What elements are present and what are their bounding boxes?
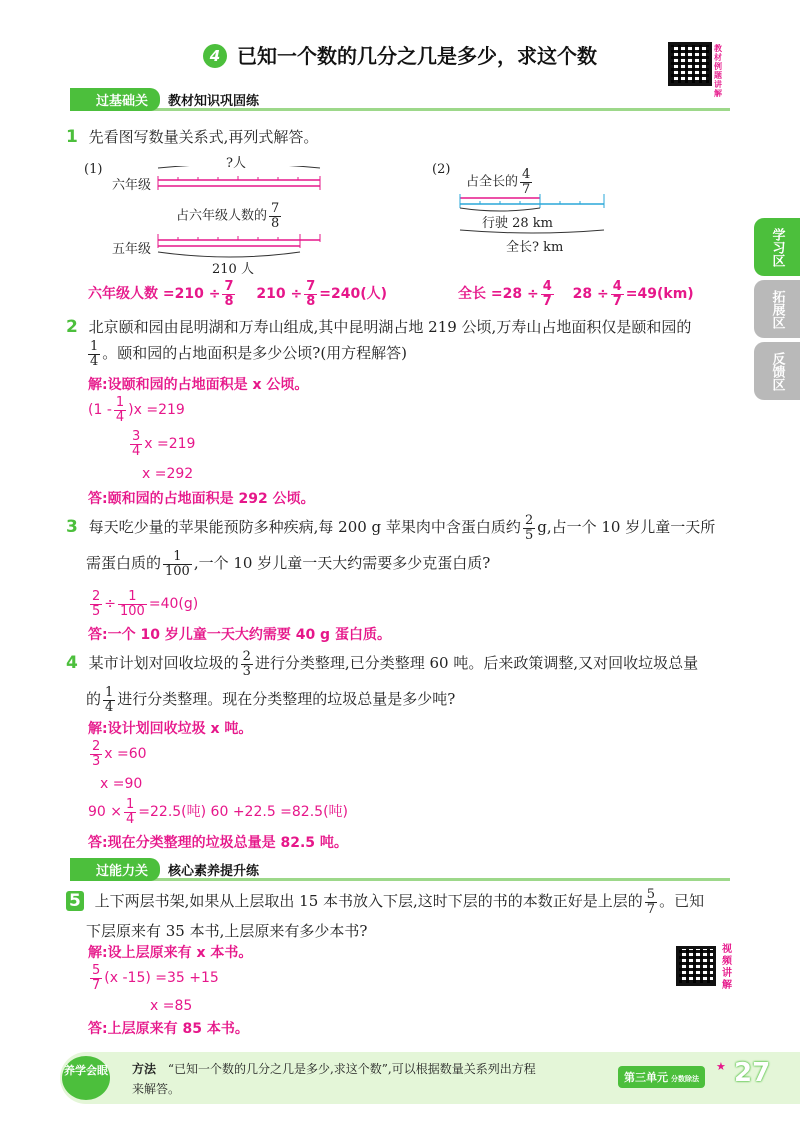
eq-frac <box>130 430 142 458</box>
side-tab-study[interactable]: 学习区 <box>754 218 800 276</box>
question-text: 进行分类整理,已分类整理 60 吨。后来政策调整,又对回收垃圾总量 <box>254 654 699 673</box>
section-tag-basic: 过基础关 <box>70 88 160 111</box>
ans-frac <box>611 280 624 308</box>
question-text: 。颐和园的占地面积是多少公顷?(用方程解答) <box>102 344 408 363</box>
footer-method <box>132 1060 536 1077</box>
solution-2-eq2 <box>128 430 195 458</box>
frac-den: 100 <box>120 603 145 619</box>
frac-num: 1 <box>163 550 192 565</box>
solution-4-calc <box>88 798 348 826</box>
question-number: 3 <box>66 517 78 538</box>
frac-den: 4 <box>132 443 141 459</box>
method-text: “已知一个数的几分之几是多少,求这个数”,可以根据数量关系列出方程 <box>167 1062 536 1076</box>
figure-1-label: (1) <box>84 162 103 177</box>
frac-num: 4 <box>612 279 622 294</box>
unit-sub: 分数除法 <box>671 1075 699 1083</box>
ans-frac <box>222 280 235 308</box>
frac-den: 7 <box>646 901 656 917</box>
unit-label: 第三单元 <box>624 1071 668 1084</box>
frac-den: 3 <box>242 663 251 679</box>
frac-num: 3 <box>132 429 141 444</box>
answer-4: 答:现在分类整理的垃圾总量是 82.5 吨。 <box>88 835 348 851</box>
question-text: 的 <box>86 690 102 709</box>
ans-result: =240(人) <box>319 286 387 303</box>
eq-text: )x =219 <box>128 402 185 419</box>
figure-1-row1-label: 六年级 <box>112 178 152 193</box>
frac-num: 1 <box>118 590 147 605</box>
frac-den: 7 <box>522 181 531 197</box>
unit-badge <box>618 1066 705 1088</box>
figure-2-mid-label: 行驶 28 km <box>482 216 554 231</box>
question-text: ,一个 10 岁儿童一天大约需要多少克蛋白质? <box>193 554 491 573</box>
answer-2: 答:颐和园的占地面积是 292 公顷。 <box>88 491 315 507</box>
ans-result: =49(km) <box>625 286 694 303</box>
calc-result: =40(g) <box>148 596 199 613</box>
eq-text: (x -15) =35 +15 <box>104 970 219 987</box>
q3-frac <box>523 514 535 542</box>
solution-2-eq1 <box>88 396 185 424</box>
frac-num: 5 <box>92 963 101 978</box>
frac-num: 2 <box>524 513 534 528</box>
qr-label: 教材例题讲解 <box>714 44 722 98</box>
side-tab-extend[interactable]: 拓展区 <box>754 280 800 338</box>
star-icon: ★ <box>716 1060 726 1073</box>
question-text: g,占一个 10 岁儿童一天所 <box>537 518 716 537</box>
question-text: 每天吃少量的苹果能预防多种疾病,每 200 g 苹果肉中含蛋白质约 <box>88 518 521 537</box>
ans-text: 全长 =28 ÷ <box>458 286 539 303</box>
question-1 <box>66 126 318 147</box>
frac-num: 7 <box>271 201 280 216</box>
solution-5-eq1 <box>88 964 219 992</box>
eq-frac <box>90 964 102 992</box>
frac-num: 1 <box>105 685 114 700</box>
answer-1-1 <box>88 280 387 308</box>
eq-frac <box>114 396 126 424</box>
figure-2-top-label <box>466 168 534 196</box>
frac-num: 1 <box>90 339 99 354</box>
ans-text: 210 ÷ <box>256 286 303 303</box>
frac-num: 5 <box>646 887 656 902</box>
frac-num: 1 <box>126 797 135 812</box>
question-number: 5 <box>66 891 84 911</box>
frac-den: 7 <box>92 977 101 993</box>
frac-den: 100 <box>165 563 190 579</box>
eq-text: x =60 <box>104 746 147 763</box>
lesson-number: 4 <box>203 44 227 68</box>
qr-label: 视频讲解 <box>722 944 732 991</box>
frac-num: 2 <box>92 589 101 604</box>
q5-frac <box>645 888 657 916</box>
figure-1-fraction <box>269 202 281 230</box>
q4-frac <box>241 650 253 678</box>
method-label: 方法 <box>132 1062 157 1076</box>
footer-method-line2: 来解答。 <box>132 1082 181 1096</box>
q3-frac <box>163 550 192 578</box>
figure-2-top-text: 占全长的 <box>466 174 519 190</box>
question-text: 某市计划对回收垃圾的 <box>88 654 239 673</box>
ans-text: 28 ÷ <box>572 286 609 303</box>
frac-den: 4 <box>105 699 114 715</box>
question-number: 4 <box>66 653 78 674</box>
figure-2-bottom-label: 全长? km <box>506 240 564 255</box>
section-bar-basic <box>70 88 730 111</box>
answer-5: 答:上层原来有 85 本书。 <box>88 1021 249 1037</box>
question-2-line2 <box>86 340 407 368</box>
figure-1-mid-label <box>176 202 283 230</box>
figure-1-bottom-label: 210 人 <box>212 262 254 277</box>
calc-text: =22.5(吨) 60 +22.5 =82.5(吨) <box>138 804 349 821</box>
frac-den: 5 <box>92 603 101 619</box>
solution-2-eq3: x =292 <box>142 466 194 482</box>
solution-2-setup: 解:设颐和园的占地面积是 x 公顷。 <box>88 377 309 393</box>
question-number: 2 <box>66 317 78 337</box>
figure-1-row2-label: 五年级 <box>112 242 152 257</box>
question-5 <box>66 888 704 916</box>
eq-text: (1 - <box>88 402 112 419</box>
ans-text: 六年级人数 =210 ÷ <box>88 286 221 303</box>
ans-frac <box>304 280 317 308</box>
question-number: 1 <box>66 127 78 147</box>
frac-den: 8 <box>306 293 316 309</box>
solution-4-eq1 <box>88 740 147 768</box>
q2-frac <box>88 340 100 368</box>
frac-den: 5 <box>524 527 534 543</box>
footer-badge: 养学会眼 <box>62 1056 110 1100</box>
eq-frac <box>90 740 102 768</box>
question-4 <box>66 650 698 678</box>
answer-3: 答:一个 10 岁儿童一天大约需要 40 g 蛋白质。 <box>88 627 391 643</box>
section-subtitle-ability: 核心素养提升练 <box>168 864 260 879</box>
eq-text: x =219 <box>144 436 196 453</box>
frac-den: 3 <box>92 753 101 769</box>
frac-num: 4 <box>522 167 531 182</box>
ans-frac <box>541 280 554 308</box>
answer-1-2 <box>458 280 694 308</box>
frac-den: 7 <box>612 293 622 309</box>
side-tab-feedback[interactable]: 反馈区 <box>754 342 800 400</box>
q4-frac <box>103 686 115 714</box>
calc-frac <box>90 590 102 618</box>
frac-den: 7 <box>542 293 552 309</box>
lesson-title: 已知一个数的几分之几是多少，求这个数 <box>237 44 597 68</box>
question-text: 北京颐和园由昆明湖和万寿山组成,其中昆明湖占地 219 公顷,万寿山占地面积仅是颐和园的 <box>88 318 692 336</box>
solution-5-setup: 解:设上层原来有 x 本书。 <box>88 945 253 961</box>
figure-1-top-segment <box>156 166 324 190</box>
section-subtitle-basic: 教材知识巩固练 <box>168 94 260 109</box>
frac-den: 4 <box>90 353 99 369</box>
question-4-line2 <box>86 686 455 714</box>
page-number: 27 <box>734 1058 771 1088</box>
frac-num: 2 <box>242 649 251 664</box>
qr-code-icon[interactable] <box>676 946 716 986</box>
frac-den: 4 <box>126 811 135 827</box>
section-tag-ability: 过能力关 <box>70 858 160 881</box>
calc-frac <box>118 590 147 618</box>
figure-2-label: (2) <box>432 162 451 177</box>
solution-4-eq2: x =90 <box>100 776 143 792</box>
qr-code-icon[interactable] <box>668 42 712 86</box>
question-text: 进行分类整理。现在分类整理的垃圾总量是多少吨? <box>117 690 456 709</box>
question-text: 先看图写数量关系式,再列式解答。 <box>88 128 319 146</box>
question-3-line2 <box>86 550 490 578</box>
frac-num: 7 <box>224 279 234 294</box>
frac-num: 1 <box>115 395 125 410</box>
question-2 <box>66 316 691 337</box>
question-text: 。已知 <box>659 892 705 911</box>
frac-num: 7 <box>306 279 316 294</box>
solution-5-eq2: x =85 <box>150 998 193 1014</box>
question-3 <box>66 514 715 542</box>
calc-text: 90 × <box>88 804 122 821</box>
figure-1-top-label: ?人 <box>226 156 246 171</box>
solution-3-calc: $\frac{2}{5}$ ÷ $\frac{1}{100}$ =40(g) <box>92 589 199 619</box>
frac-den: 8 <box>271 215 280 231</box>
question-5-line2: 下层原来有 35 本书,上层原来有多少本书? <box>86 922 368 940</box>
figure-1-mid-text: 占六年级人数的 <box>176 208 268 224</box>
frac-den: 4 <box>115 409 125 425</box>
figure-2-fraction <box>520 168 532 196</box>
frac-den: 8 <box>224 293 234 309</box>
calc-frac <box>124 798 136 826</box>
section-bar-ability <box>70 858 730 881</box>
frac-num: 4 <box>542 279 552 294</box>
question-text: 需蛋白质的 <box>86 554 162 573</box>
question-text: 上下两层书架,如果从上层取出 15 本书放入下层,这时下层的书的本数正好是上层的 <box>94 892 643 911</box>
solution-4-setup: 解:设计划回收垃圾 x 吨。 <box>88 721 253 737</box>
frac-num: 2 <box>92 739 101 754</box>
